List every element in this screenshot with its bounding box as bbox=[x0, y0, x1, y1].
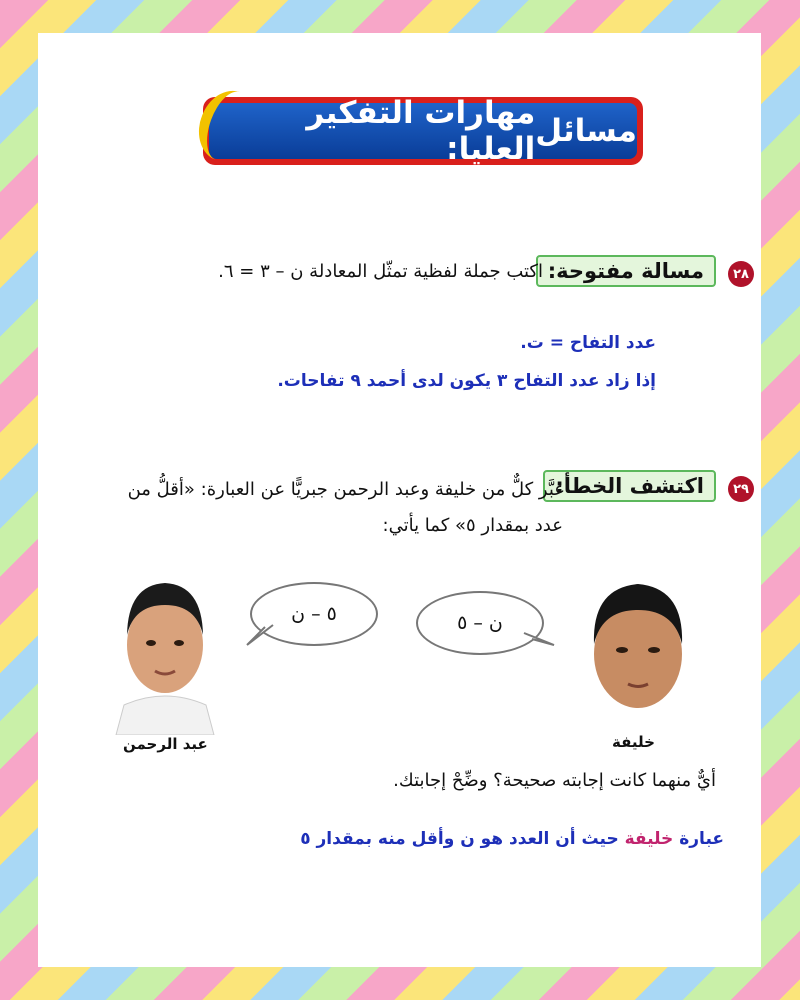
question-tag-open-problem: مسالة مفتوحة: bbox=[536, 255, 716, 287]
speech-bubble-right: ن – ٥ bbox=[416, 591, 544, 655]
question-28-text: اكتب جملة لفظية تمثّل المعادلة ن – ٣ = ٦. bbox=[218, 261, 543, 282]
person-name-left: عبد الرحمن bbox=[123, 735, 208, 753]
banner-title bbox=[209, 95, 637, 167]
answer-29 bbox=[300, 829, 724, 849]
answer-29-prefix: عبارة bbox=[679, 829, 724, 849]
answer-29-highlight: خليفة bbox=[624, 829, 674, 849]
abdulrahman-photo bbox=[106, 565, 224, 735]
answer-28-line2: إذا زاد عدد التفاح ٣ يكون لدى أحمد ٩ تفاحات. bbox=[277, 371, 656, 391]
worksheet-page bbox=[38, 33, 761, 967]
banner-title-part2: مهارات التفكير العليا: bbox=[306, 95, 536, 167]
question-tag-find-error: اكتشف الخطأ: bbox=[543, 470, 716, 502]
speech-bubble-left-tail-icon bbox=[241, 623, 281, 649]
speech-bubble-right-tail-icon bbox=[520, 631, 560, 657]
answer-29-rest: حيث أن العدد هو ن وأقل منه بمقدار ٥ bbox=[300, 829, 619, 849]
question-29-text-line1: عبَّر كلٌّ من خليفة وعبد الرحمن جبريًّا عن العبارة: «أقلُّ من bbox=[127, 479, 565, 500]
question-29-text-line2: عدد بمقدار ٥» كما يأتي: bbox=[382, 515, 563, 536]
person-name-right: خليفة bbox=[612, 733, 655, 751]
speech-bubble-left: ٥ – ن bbox=[250, 582, 378, 646]
section-banner bbox=[203, 97, 643, 165]
khalifa-photo bbox=[578, 568, 698, 728]
question-29-prompt: أيٌّ منهما كانت إجابته صحيحة؟ وضِّحْ إجابتك. bbox=[393, 770, 716, 791]
question-number-29: ٢٩ bbox=[728, 476, 754, 502]
answer-28-line1: عدد التفاح = ت. bbox=[520, 333, 656, 353]
banner-title-part1: مسائل bbox=[535, 113, 637, 149]
question-number-28: ٢٨ bbox=[728, 261, 754, 287]
